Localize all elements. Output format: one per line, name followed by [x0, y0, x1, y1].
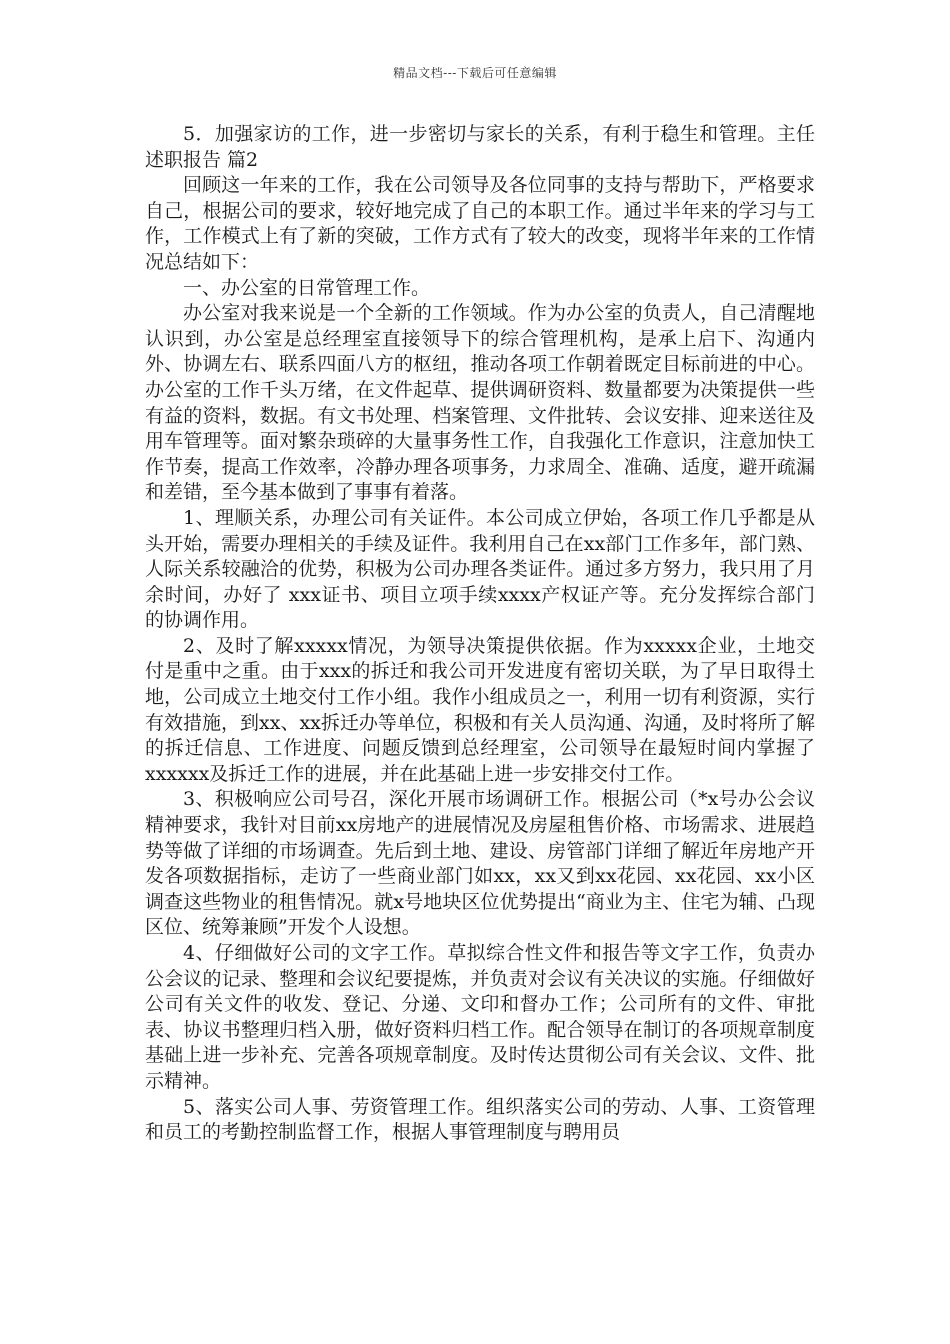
section-heading: 一、办公室的日常管理工作。 — [183, 276, 431, 299]
paragraph: 4、仔细做好公司的文字工作。草拟综合性文件和报告等文字工作，负责办公会议的记录、整理和会议纪要提炼，并负责对会议有关决议的实施。仔细做好公司有关文件的收发、登记、分递、文印和督办工作；公司所有的文件、审批表、协议书整理归档入册，做好资料归档工作。配合领导在制订的各项规章制度基础上进一步补充、完善各项规章制度。及时传达贯彻公司有关会议、文件、批示精神。 — [145, 942, 815, 1092]
document-body — [145, 122, 815, 1146]
paragraph: 2、及时了解xxxxx情况，为领导决策提供依据。作为xxxxx企业，土地交付是重中之重。由于xxx的拆迁和我公司开发进度有密切关联，为了早日取得土地，公司成立土地交付工作小组。我作小组成员之一，利用一切有利资源，实行有效措施，到xx、xx拆迁办等单位，积极和有关人员沟通、沟通，及时将所了解的拆迁信息、工作进度、问题反馈到总经理室，公司领导在最短时间内掌握了xxxxxx及拆迁工作的进展，并在此基础上进一步安排交付工作。 — [145, 634, 815, 785]
paragraph: 3、积极响应公司号召，深化开展市场调研工作。根据公司（*x号办公会议精神要求，我针对目前xx房地产的进展情况及房屋租售价格、市场需求、进展趋势等做了详细的市场调查。先后到土地、建设、房管部门详细了解近年房地产开发各项数据指标，走访了一些商业部门如xx，xx又到xx花园、xx花园、xx小区调查这些物业的租售情况。就x号地块区位优势提出“商业为主、住宅为辅、凸现区位、统筹兼顾”开发个人设想。 — [145, 788, 815, 939]
paragraph: 办公室对我来说是一个全新的工作领域。作为办公室的负责人，自己清醒地认识到，办公室是总经理室直接领导下的综合管理机构，是承上启下、沟通内外、协调左右、联系四面八方的枢纽，推动各项工作朝着既定目标前进的中心。办公室的工作千头万绪，在文件起草、提供调研资料、数量都要为决策提供一些有益的资料，数据。有文书处理、档案管理、文件批转、会议安排、迎来送往及用车管理等。面对繁杂琐碎的大量事务性工作，自我强化工作意识，注意加快工作节奏，提高工作效率，冷静办理各项事务，力求周全、准确、适度，避开疏漏和差错，至今基本做到了事事有着落。 — [145, 302, 815, 504]
paragraph: 5．加强家访的工作，进一步密切与家长的关系，有利于稳生和管理。主任述职报告 篇2 — [145, 123, 815, 171]
paragraph: 回顾这一年来的工作，我在公司领导及各位同事的支持与帮助下，严格要求自己，根据公司的要求，较好地完成了自己的本职工作。通过半年来的学习与工作，工作模式上有了新的突破，工作方式有了较大的改变，现将半年来的工作情况总结如下： — [145, 174, 815, 273]
paragraph: 5、落实公司人事、劳资管理工作。组织落实公司的劳动、人事、工资管理和员工的考勤控制监督工作，根据人事管理制度与聘用员 — [145, 1095, 815, 1144]
paragraph: 1、理顺关系，办理公司有关证件。本公司成立伊始，各项工作几乎都是从头开始，需要办理相关的手续及证件。我利用自己在xx部门工作多年，部门熟、人际关系较融洽的优势，积极为公司办理各类证件。通过多方努力，我只用了月余时间，办好了 xxx证书、项目立项手续xxxx产权证产等。充分发挥综合部门的协调作用。 — [145, 506, 815, 632]
page-header: 精品文档---下载后可任意编辑 — [393, 66, 557, 80]
